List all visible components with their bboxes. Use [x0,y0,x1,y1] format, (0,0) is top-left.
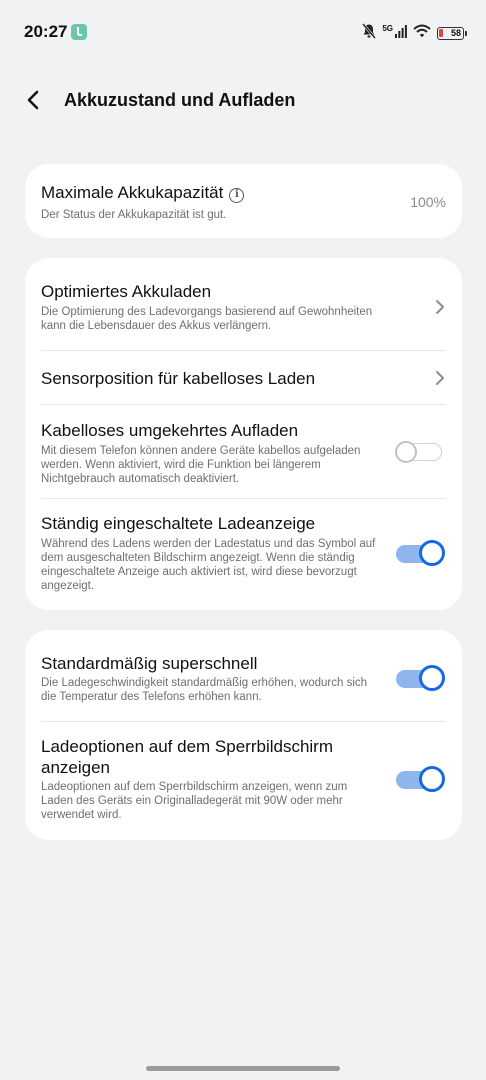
always-on-charging-row [25,499,462,610]
battery-icon [437,27,464,40]
capacity-value: 100% [410,194,446,210]
charging-settings-card [25,258,462,610]
reverse-charging-toggle[interactable] [394,437,446,465]
charging-speed-card [25,630,462,840]
super-fast-title: Standardmäßig superschnell [41,654,258,673]
info-icon[interactable]: i [229,188,244,203]
optimized-charging-title: Optimiertes Akkuladen [41,282,212,301]
capacity-desc: Der Status der Akkukapazität ist gut. [41,209,227,221]
mute-bell-icon [362,23,376,44]
status-icons [362,23,464,43]
header [0,82,486,118]
lockscreen-options-toggle[interactable] [394,765,446,793]
lockscreen-options-row [25,722,462,840]
wireless-sensor-row[interactable] [25,351,462,404]
reverse-charging-title: Kabelloses umgekehrtes Aufladen [41,421,299,440]
reverse-charging-row [25,405,462,498]
lockscreen-options-title [41,736,333,778]
status-bar [0,0,486,64]
optimized-charging-desc: Die Optimierung des Ladevorgangs basierend auf Gewohnheiten kann die Lebensdauer des Akkus verlängern. [41,306,373,332]
always-on-charging-desc: Während des Ladens werden der Ladestatus und das Symbol auf dem ausgeschalteten Bildschirm angezeigt. Wenn die ständig eingeschaltete Anzeige auch aktiviert ist, wird diese bevorzugt angezeigt. [41,538,376,592]
chevron-right-icon [434,298,446,316]
battery-level: 58 [450,27,461,38]
wireless-sensor-title: Sensorposition für kabelloses Laden [41,369,316,388]
signal-icon [395,24,407,43]
capacity-title-text: Maximale Akkukapazität [41,183,224,202]
page-title: Akkuzustand und Aufladen [64,90,296,110]
back-arrow-icon[interactable] [22,86,48,114]
super-fast-row [25,630,462,721]
super-fast-desc: Die Ladegeschwindigkeit standardmäßig erhöhen, wodurch sich die Temperatur des Telefons erhöhen kann. [41,677,368,703]
reverse-charging-desc: Mit diesem Telefon können andere Geräte kabellos aufgeladen werden. Wenn aktiviert, wird die Funktion bei längerem Nichtgebrauch automatisch deaktiviert. [41,445,361,485]
lockscreen-options-desc: Ladeoptionen auf dem Sperrbildschirm anzeigen, wenn zum Laden des Geräts ein Originalladegerät mit 90W oder mehr verwendet wird. [41,781,348,821]
network-type: 5G [382,23,393,33]
optimized-charging-row[interactable] [25,258,462,350]
chevron-right-icon [434,369,446,387]
app-notification-icon [71,24,87,40]
battery-capacity-card [25,164,462,238]
wifi-icon [413,24,431,43]
super-fast-toggle[interactable] [394,664,446,692]
always-on-charging-title: Ständig eingeschaltete Ladeanzeige [41,514,316,533]
capacity-title [41,182,244,204]
always-on-charging-toggle[interactable] [394,539,446,567]
home-indicator[interactable] [146,1066,340,1071]
lockscreen-options-title-line1: Ladeoptionen auf dem Sperrbildschirm [41,737,334,756]
lockscreen-options-title-line2: anzeigen [41,758,111,777]
status-time: 20:27 [24,22,68,41]
